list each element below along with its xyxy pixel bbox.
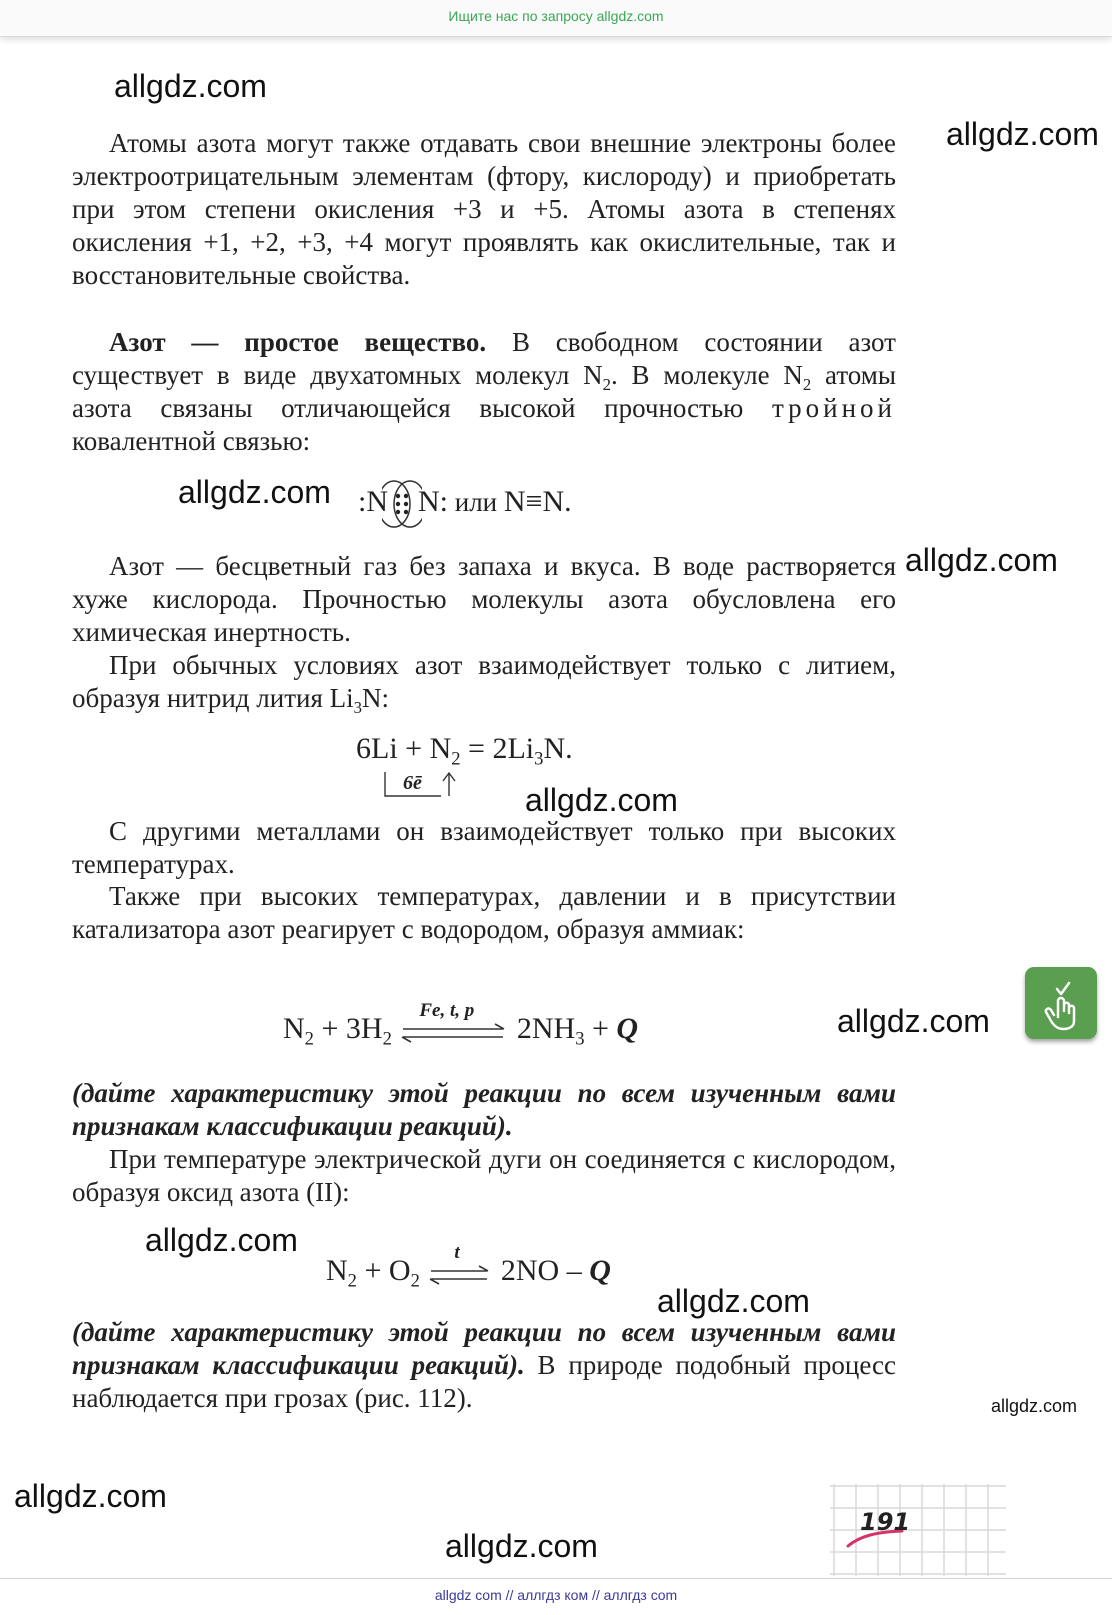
heat-q: Q (589, 1254, 611, 1287)
watermark: allgdz.com (657, 1283, 810, 1319)
paragraph-task-2 (72, 1316, 896, 1415)
subscript: 3 (575, 1028, 585, 1050)
paragraph-task-1: (дайте характеристику этой реакции по всем изученным вами признакам классификации реакций). (72, 1078, 896, 1141)
eq-part: 6Li + N (356, 732, 452, 765)
equilibrium-arrow-icon (399, 1022, 509, 1044)
watermark: allgdz.com (905, 542, 1058, 578)
subscript: 2 (802, 374, 812, 394)
eq-part: N (326, 1254, 348, 1287)
text: В природе подобный процесс наблюдается при грозах (рис. 112). (72, 1350, 896, 1413)
nitric-oxide-equation (326, 1242, 611, 1292)
eq-part: N (283, 1012, 305, 1045)
lewis-structure (358, 485, 572, 519)
eq-part: 2NO – (500, 1254, 590, 1287)
paragraph-other-metals: С другими металлами он взаимодействует только при высоких температурах. (72, 816, 896, 879)
eq-part: + O (356, 1254, 411, 1287)
top-banner (0, 0, 1112, 37)
paragraph-oxidation-states: Атомы азота могут также отдавать свои внешние электроны более электроотрицательным элементам (фтору, кислороду) и приобретать при этом степени окисления +3 и +5. Атомы азота в степенях окисления +1, +2, +3, +4 могут проявлять как окислительные, так и восстановительные свойства. (72, 128, 896, 290)
paragraph-lithium (72, 649, 896, 715)
electron-bracket-icon (383, 770, 463, 800)
lewis-left: :N (358, 485, 388, 518)
text: N: (362, 683, 389, 713)
page-number: 191 (860, 1508, 911, 1536)
eq-part: + 3H (313, 1012, 383, 1045)
footer (0, 1578, 1112, 1615)
subscript: 2 (304, 1028, 314, 1050)
top-banner-text: Ищите нас по запросу allgdz.com (448, 8, 664, 24)
watermark: allgdz.com (178, 474, 331, 510)
spaced-word: тройной (772, 393, 896, 423)
paragraph-hydrogen: Также при высоких температурах, давлении и в присутствии катализатора азот реагирует с водородом, образуя аммиак: (72, 881, 896, 944)
bond-ellipses-icon (382, 475, 422, 533)
eq-part: N. (543, 732, 573, 765)
watermark: allgdz.com (837, 1003, 990, 1039)
electron-transfer (383, 770, 463, 800)
lewis-dots-icon (388, 489, 418, 519)
hand-tap-icon (1025, 967, 1097, 1039)
lewis-right: N: (418, 485, 448, 518)
text: . В молекуле N (611, 360, 803, 390)
subscript: 2 (382, 1028, 392, 1050)
equilibrium-arrow-icon (427, 1264, 493, 1286)
reversible-arrow (427, 1242, 493, 1288)
watermark: allgdz.com (14, 1478, 167, 1514)
subscript: 2 (602, 374, 611, 394)
conditions-label: Fe, t, p (419, 1000, 475, 1022)
subscript: 2 (410, 1270, 420, 1292)
subscript: 2 (347, 1270, 357, 1292)
paragraph-properties: Азот — бесцветный газ без запаха и вкуса. В воде растворяется хуже кислорода. Прочностью молекулы азота обусловлена его химическая инертность. (72, 551, 896, 647)
bold-heading: Азот — простое вещество. (109, 327, 487, 357)
eq-part: + (584, 1012, 617, 1045)
watermark: allgdz.com (991, 1396, 1078, 1416)
heat-q: Q (616, 1012, 639, 1045)
text: В свободном состоянии азот существует в виде двухатомных молекул N (72, 327, 896, 390)
grid-icon (830, 1484, 1006, 1576)
page-number-grid (830, 1484, 1006, 1576)
text: ковалентной связью: (72, 426, 311, 456)
eq-part: 2NH (516, 1012, 576, 1045)
lithium-equation (356, 732, 573, 770)
subscript: 3 (534, 748, 544, 770)
footer-text: allgdz com // аллгдз ком // аллгдз com (434, 1587, 678, 1603)
paragraph-oxygen: При температуре электрической дуги он соединяется с кислородом, образуя оксид азота (II): (72, 1144, 896, 1207)
lewis-or: или (448, 487, 504, 517)
watermark: allgdz.com (145, 1222, 298, 1258)
help-button[interactable] (1025, 967, 1097, 1039)
text: атомы азота связаны отличающейся высокой прочностью (72, 360, 896, 423)
task-text: (дайте характеристику этой реакции по всем изученным вами признакам классификации реакций). (72, 1317, 896, 1380)
subscript: 3 (353, 697, 362, 717)
watermark: allgdz.com (445, 1528, 598, 1564)
text: При обычных условиях азот взаимодействует только с литием, образуя нитрид лития Li (72, 650, 896, 713)
ammonia-equation (283, 1000, 639, 1050)
conditions-label: t (454, 1242, 460, 1264)
watermark: allgdz.com (946, 116, 1099, 152)
eq-part: = 2Li (460, 732, 535, 765)
triple-bond-formula: N≡N. (503, 485, 572, 518)
paragraph-simple-substance (72, 326, 896, 458)
reversible-arrow (399, 1000, 509, 1046)
watermark: allgdz.com (525, 782, 678, 818)
watermark: allgdz.com (114, 68, 267, 104)
subscript: 2 (451, 748, 461, 770)
electrons-label: 6ē (403, 772, 422, 794)
